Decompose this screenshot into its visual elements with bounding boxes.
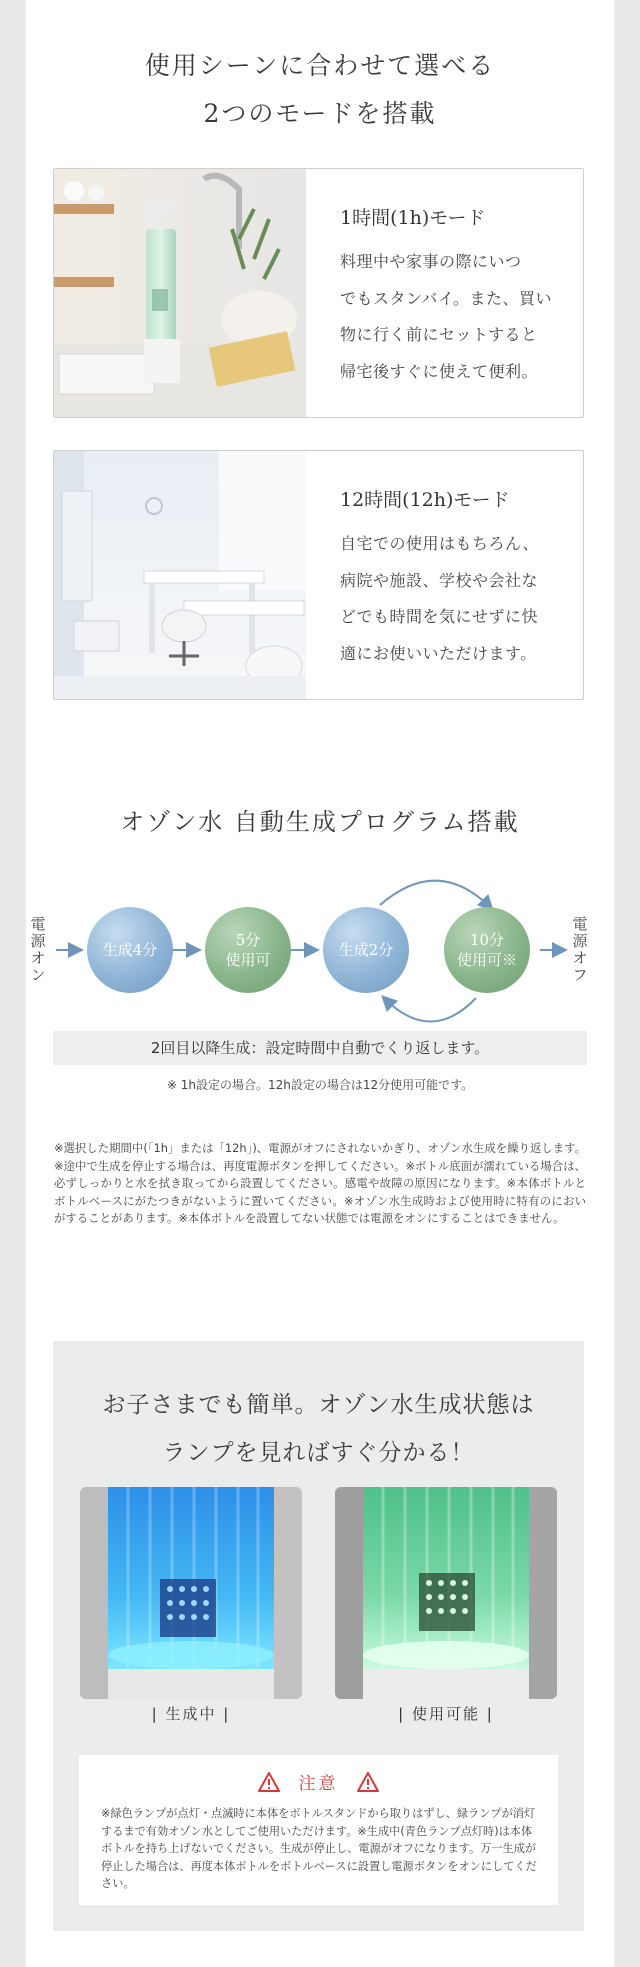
lamp-status-section bbox=[53, 1341, 584, 1931]
caution-heading bbox=[79, 1769, 558, 1794]
loop-arrow-top bbox=[380, 881, 491, 908]
lamp-title-line2: ランプを見ればすぐ分かる！ bbox=[162, 1440, 475, 1466]
step-label: 生成2分 bbox=[338, 941, 394, 959]
power-on-label: 電源オン bbox=[30, 915, 46, 984]
kitchen-photo bbox=[54, 169, 306, 417]
lamp-green-photo bbox=[335, 1487, 557, 1699]
lamp-label-generating: | 生成中 | bbox=[151, 1705, 231, 1723]
kitchen-scene-image bbox=[54, 169, 306, 417]
lamp-label-ready: | 使用可能 | bbox=[398, 1705, 494, 1723]
caution-title-text: 注意 bbox=[298, 1774, 339, 1794]
power-off-label: 電源オフ bbox=[572, 915, 588, 984]
step-usable-5min bbox=[205, 907, 291, 993]
warning-icon bbox=[357, 1772, 379, 1792]
mode-12h-description bbox=[340, 526, 570, 672]
step-sublabel: 使用可 bbox=[225, 951, 271, 969]
program-flow-diagram bbox=[26, 870, 614, 1030]
clinic-scene-image bbox=[54, 451, 306, 699]
step-usable-10min bbox=[444, 907, 530, 993]
loop-arrow-bottom bbox=[384, 998, 476, 1022]
mode-card-1h bbox=[53, 168, 584, 418]
step-generate-4min bbox=[87, 907, 173, 993]
lamp-blue-photo bbox=[80, 1487, 302, 1699]
modes-title-line1: 使用シーンに合わせて選べる bbox=[144, 51, 496, 80]
mode-1h-desc-line: 帰宅後すぐに使えて便利。 bbox=[340, 361, 539, 381]
lamp-title-line1: お子さまでも簡単。オゾン水生成状態は bbox=[102, 1392, 535, 1418]
caution-box bbox=[79, 1755, 558, 1905]
caution-text: ※緑色ランプが点灯・点滅時に本体をボトルスタンドから取りはずし、緑ランプが消灯するまで有効オゾン水としてご使用いただけます。※生成中(青色ランプ点灯時)は本体ボトルを持ち上げないでください。生成が停止し、電源がオフになります。万一生成が停止した場合は、再度本体ボトルをボトルベースに設置し電源ボタンをオンにしてください。 bbox=[101, 1807, 537, 1890]
blue-lamp-bottle-image bbox=[80, 1487, 302, 1699]
mode-12h-desc-line: どでも時間を気にせずに快 bbox=[340, 607, 539, 626]
mode-1h-text bbox=[340, 203, 570, 390]
program-section-title: オゾン水 自動生成プログラム搭載 bbox=[120, 808, 520, 836]
step-label: 10分 bbox=[469, 931, 505, 949]
mode-1h-description bbox=[340, 244, 570, 390]
mode-12h-text bbox=[340, 485, 570, 672]
office-photo bbox=[54, 451, 306, 699]
modes-section-title bbox=[26, 42, 614, 138]
mode-12h-title: 12時間(12h)モード bbox=[340, 489, 510, 511]
repeat-info-bar: 2回目以降生成：設定時間中自動でくり返します。 bbox=[53, 1031, 587, 1065]
step-label: 生成4分 bbox=[102, 941, 158, 959]
modes-title-line2: 2つのモードを搭載 bbox=[203, 99, 437, 128]
mode-1h-desc-line: でもスタンバイ。また、買い bbox=[340, 288, 552, 308]
green-lamp-bottle-image bbox=[335, 1487, 557, 1699]
mode-card-12h bbox=[53, 450, 584, 700]
mode-12h-desc-line: 適にお使いいただけます。 bbox=[340, 643, 537, 663]
mode-1h-desc-line: 料理中や家事の際にいつ bbox=[340, 252, 522, 271]
usage-notes-paragraph: ※選択した期間中(「1h」または「12h」)、電源がオフにされないかぎり、オゾン水生成を繰り返します。※途中で生成を停止する場合は、再度電源ボタンを押してください。※ボトル底面が濡れている場合は、必ずしっかりと水を拭き取ってから設置してください。感電や故障の原因になります。※本体ボトルとボトルベースにがたつきがないように置いてください。※オゾン水生成時および使用時に特有のにおいがすることがあります。※本体ボトルを設置してない状態では電源をオンにすることはできません。 bbox=[54, 1141, 586, 1225]
program-footnote: ※ 1h設定の場合。12h設定の場合は12分使用可能です。 bbox=[166, 1078, 474, 1092]
mode-1h-title: 1時間(1h)モード bbox=[340, 207, 486, 229]
warning-icon bbox=[258, 1772, 280, 1792]
mode-12h-desc-line: 自宅での使用はもちろん、 bbox=[340, 534, 539, 553]
lamp-section-title bbox=[53, 1381, 584, 1477]
step-sublabel: 使用可※ bbox=[456, 951, 517, 969]
mode-1h-desc-line: 物に行く前にセットすると bbox=[340, 325, 538, 344]
page bbox=[26, 0, 614, 1967]
mode-12h-desc-line: 病院や施設、学校や会社な bbox=[340, 570, 539, 590]
step-generate-2min bbox=[323, 907, 409, 993]
step-label: 5分 bbox=[235, 931, 261, 949]
